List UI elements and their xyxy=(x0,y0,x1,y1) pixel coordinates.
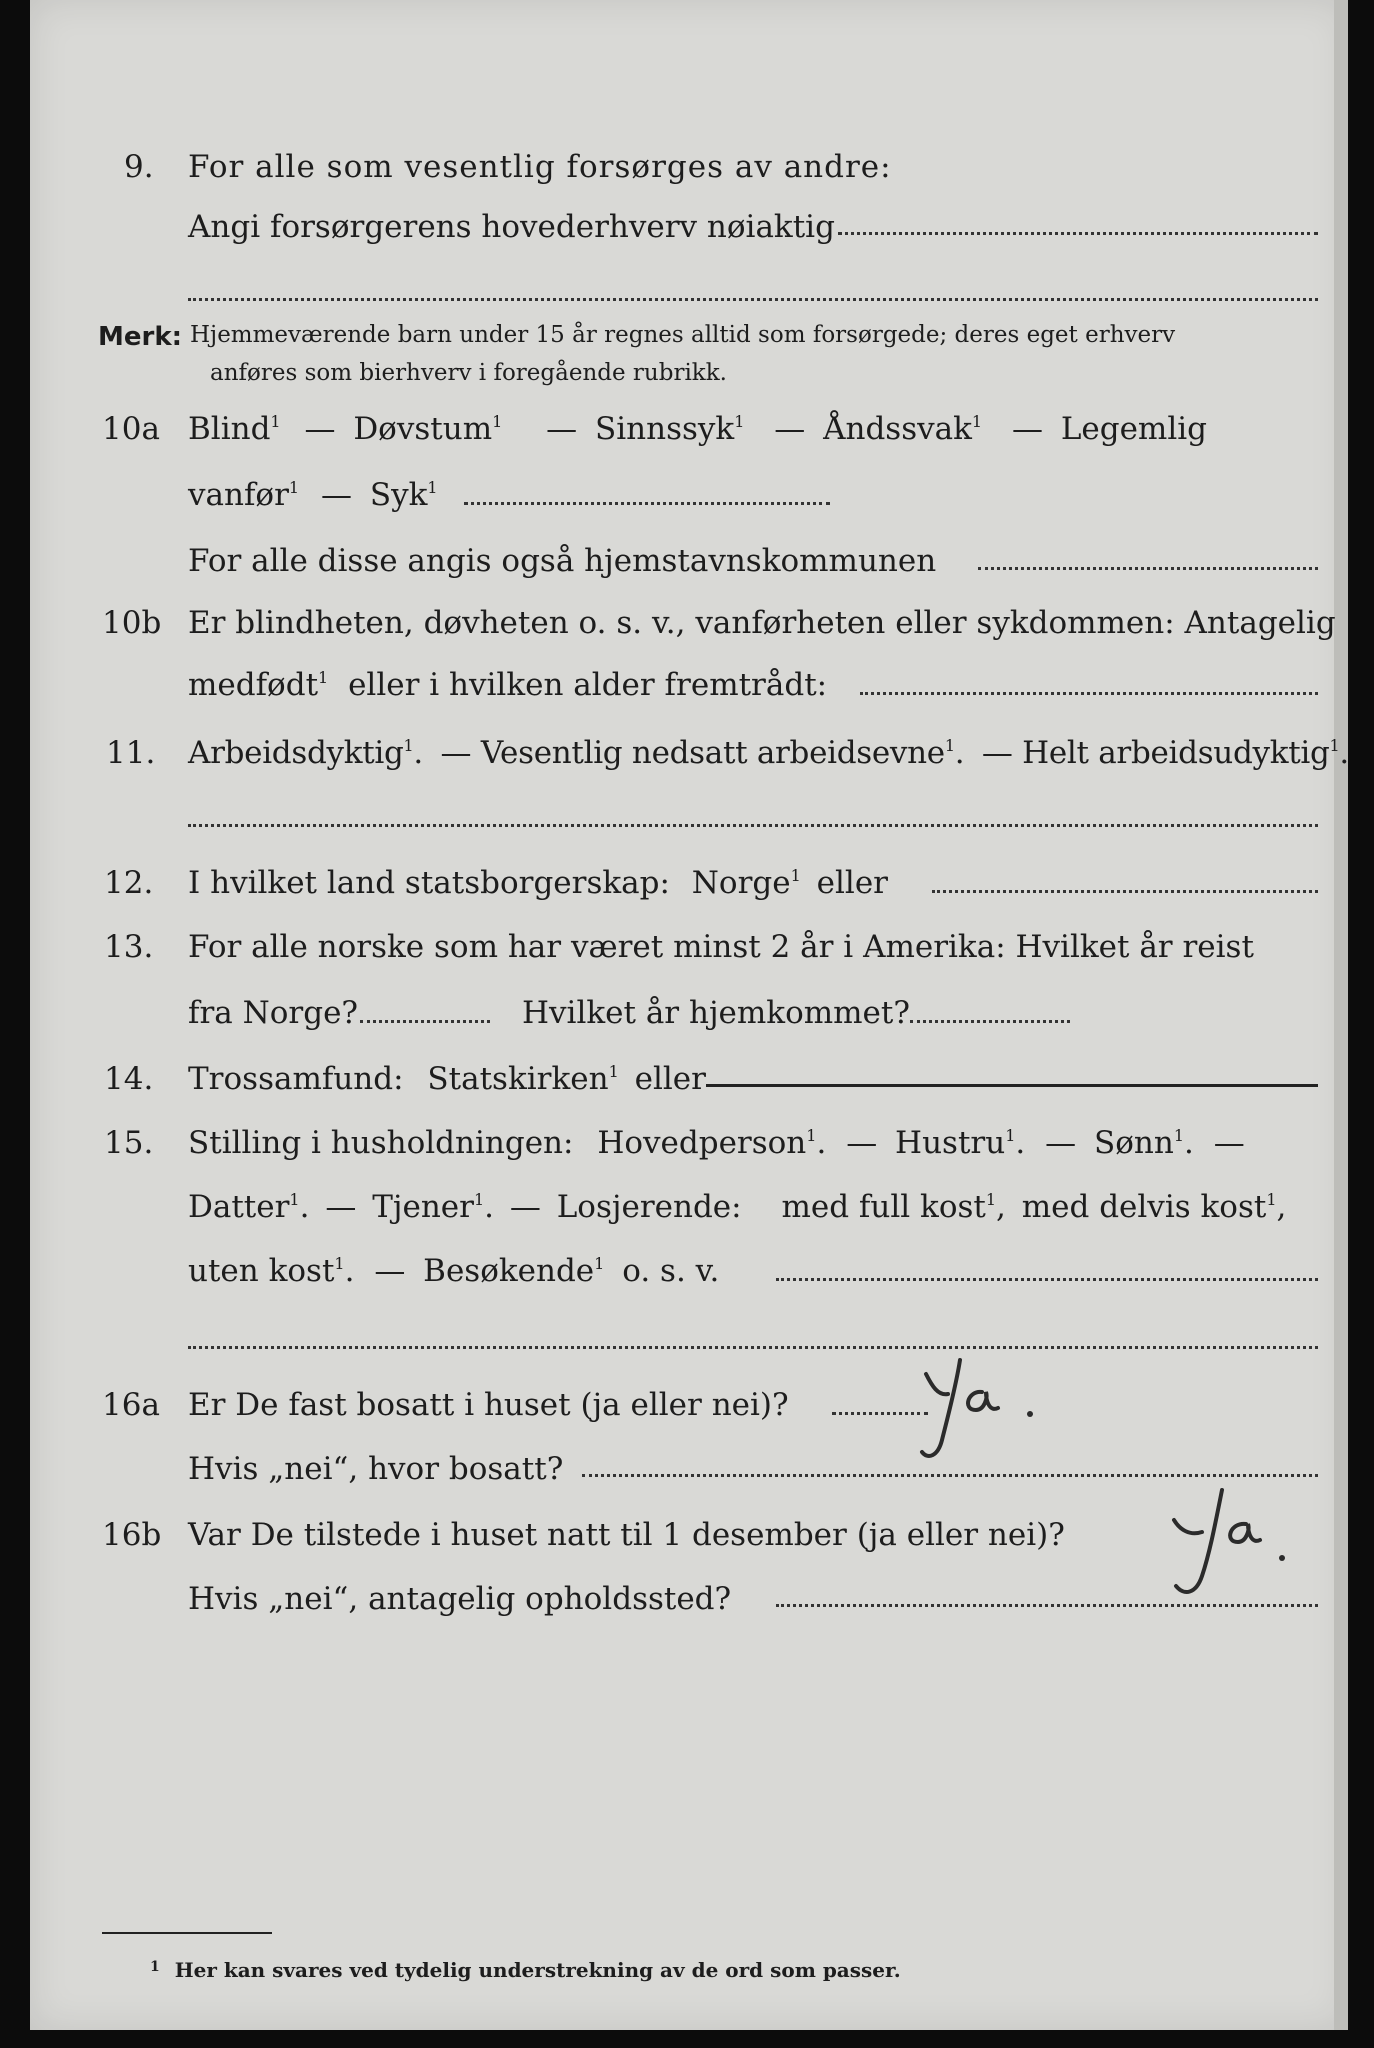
item-number-10b: 10b xyxy=(102,605,162,641)
q10b-line1: Er blindheten, døvheten o. s. v., vanførheten eller sykdommen: Antagelig xyxy=(188,605,1336,641)
form-sheet: 9. For alle som vesentlig forsørges av andre: Angi forsørgerens hovederhverv nøiaktig Merk: Hjemmeværende barn under 15 år regnes alltid som forsørgede; deres eget erhverv anføres som bierhverv i foregående rubrikk. 10a Blind$^1$ — Døvstum$^1$ — Sinnssyk$^1$ — Åndssvak$^1$ — Legemlig vanfør$^1$ — Syk$^1$ For alle disse angis også hjemstavnskommunen 10b Er blindheten, døvheten o. s. v., vanførheten eller sykdommen: Antagelig medfødt$^1$ eller i hvilken alder fremtrådt: 11. Arbeidsdyktig$^1$. — Vesentlig nedsatt arbeidsevne$^1$. — Helt arbeidsudyktig$^1$. 12. I hvilket land statsborgerskap: Norge$^1$ eller 13. For alle norske som har været minst 2 år i Amerika: Hvilket år reist fra Norge? Hvilket år hjemkommet? 14. Trossamfund: Statskirken$^1$ eller 15. Stilling i husholdningen: Hovedperson$^1$. — Hustru$^1$. — Sønn$^1$. — Datter$^1$. — Tjener$^1$. — Losjerende: med full kost$^1$, med delvis kost$^1$, uten kost$^1$. — Besøkende$^1$ o. s. v. 16a Er De fast bosatt i huset (ja eller nei)? Hvis „nei“, hvor bosatt? 16b Var De tilstede i huset natt til 1 desember (ja eller nei)? Hvis „nei“, antagelig opholdssted? $^1$ Her kan svares ved tydelig understrekning av de ord som passer. xyxy=(30,0,1348,2030)
q9-line1: For alle som vesentlig forsørges av andre: xyxy=(188,149,892,185)
page-edge xyxy=(1334,0,1348,2030)
q16a-nei-line xyxy=(582,1474,1318,1477)
item-number-15: 15. xyxy=(104,1125,154,1161)
q16b-line2: Hvis „nei“, antagelig opholdssted? xyxy=(188,1581,732,1617)
q13-line1: For alle norske som har været minst 2 år i Amerika: Hvilket år reist xyxy=(188,929,1254,965)
q15-answer-line xyxy=(776,1278,1318,1281)
item-number-16a: 16a xyxy=(102,1387,160,1423)
q10a-blind: Blind xyxy=(188,411,271,447)
note-line1: Hjemmeværende barn under 15 år regnes alltid som forsørgede; deres eget erhverv xyxy=(190,322,1176,348)
q15-besokende: Besøkende xyxy=(423,1253,595,1289)
q12-answer-line xyxy=(932,890,1318,893)
handwritten-answer-16a xyxy=(898,1356,1048,1466)
q15-delvis-kost: med delvis kost xyxy=(1021,1189,1267,1225)
footnote-mark: 1 xyxy=(150,1959,160,1975)
q15-tjener: Tjener xyxy=(372,1189,474,1225)
q10b-line2: eller i hvilken alder fremtrådt: xyxy=(348,667,828,703)
q10a-andssvak: Åndssvak xyxy=(823,411,972,447)
q16a-line2: Hvis „nei“, hvor bosatt? xyxy=(188,1451,564,1487)
q14-label: Trossamfund: xyxy=(188,1061,404,1097)
footnote-text: Her kan svares ved tydelig understrekning av de ord som passer. xyxy=(174,1958,901,1982)
q9-answer-line xyxy=(838,232,1318,235)
item-number-12: 12. xyxy=(104,865,154,901)
q16a-line1: Er De fast bosatt i huset (ja eller nei)? xyxy=(188,1387,789,1423)
q10b-answer-line xyxy=(860,692,1318,695)
q13-reist-line xyxy=(360,1020,490,1023)
q12-eller: eller xyxy=(816,865,888,901)
q11-helt: Helt arbeidsudyktig xyxy=(1022,735,1330,771)
item-number-14: 14. xyxy=(104,1061,154,1097)
q15-answer-line-2 xyxy=(188,1346,1318,1349)
q10b-medfodt: medfødt xyxy=(188,667,319,703)
q15-sonn: Sønn xyxy=(1093,1125,1174,1161)
q10a-syk: Syk xyxy=(369,477,428,513)
q14-statskirken: Statskirken xyxy=(427,1061,609,1097)
q10a-dovstum: Døvstum xyxy=(353,411,493,447)
q11-answer-line xyxy=(188,824,1318,827)
q16b-line1: Var De tilstede i huset natt til 1 desember (ja eller nei)? xyxy=(188,1517,1065,1553)
q15-hovedperson: Hovedperson xyxy=(597,1125,807,1161)
q10a-answer-line xyxy=(464,502,830,505)
q10a-line3: For alle disse angis også hjemstavnskommunen xyxy=(188,543,937,579)
q10a-sinnssyk: Sinnssyk xyxy=(595,411,735,447)
q14-eller: eller xyxy=(634,1061,706,1097)
q11-arbeidsdyktig: Arbeidsdyktig xyxy=(188,735,404,771)
handwritten-answer-16b xyxy=(1150,1484,1310,1604)
item-number-13: 13. xyxy=(104,929,154,965)
item-number-16b: 16b xyxy=(102,1517,162,1553)
q13-hjemkommet-line xyxy=(910,1020,1070,1023)
note-line2: anføres som bierhverv i foregående rubrikk. xyxy=(210,360,727,386)
q14-answer-line xyxy=(706,1084,1318,1087)
q12-norge: Norge xyxy=(691,865,791,901)
q13-hjemkommet: Hvilket år hjemkommet? xyxy=(522,995,910,1031)
item-number-10a: 10a xyxy=(102,411,160,447)
note-label: Merk: xyxy=(98,322,183,352)
q16b-nei-line xyxy=(776,1604,1318,1607)
q15-label: Stilling i husholdningen: xyxy=(188,1125,574,1161)
q15-losjerende: Losjerende: xyxy=(556,1189,742,1225)
q15-uten-kost: uten kost xyxy=(188,1253,335,1289)
q15-full-kost: med full kost xyxy=(781,1189,986,1225)
q15-hustru: Hustru xyxy=(895,1125,1006,1161)
q9-line2: Angi forsørgerens hovederhverv nøiaktig xyxy=(188,209,835,245)
footnote-rule xyxy=(102,1932,272,1934)
q11-vesentlig: Vesentlig nedsatt arbeidsevne xyxy=(480,735,945,771)
q9-answer-line-2 xyxy=(188,298,1318,301)
q10a-vanfor: vanfør xyxy=(188,477,289,513)
q15-osv: o. s. v. xyxy=(622,1253,720,1289)
q12-label: I hvilket land statsborgerskap: xyxy=(188,865,670,901)
q15-datter: Datter xyxy=(188,1189,290,1225)
q10a-legemlig: Legemlig xyxy=(1060,411,1208,447)
item-number-11: 11. xyxy=(106,735,156,771)
item-number-9: 9. xyxy=(124,149,154,185)
q10a-hjemstavn-line xyxy=(978,567,1318,570)
q13-reist: fra Norge? xyxy=(188,995,359,1031)
